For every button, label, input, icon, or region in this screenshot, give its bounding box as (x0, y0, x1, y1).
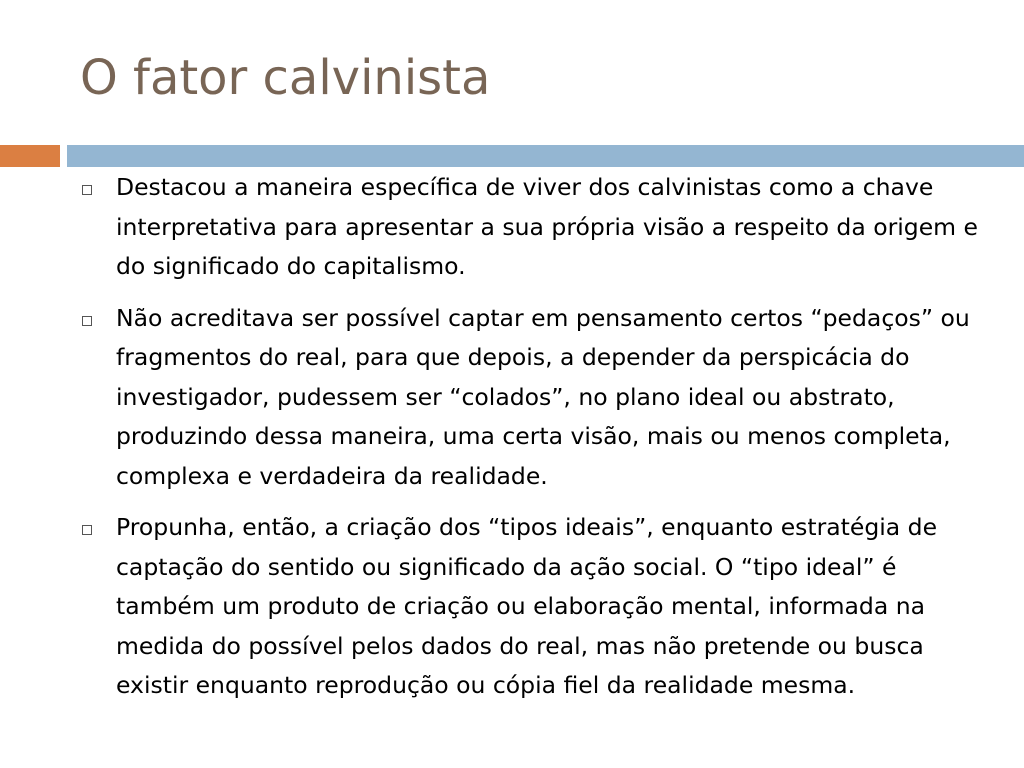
bullet-text: Destacou a maneira específica de viver dos calvinistas como a chave interpretativa para apresentar a sua própria visão a respeito da origem e do significado do capitalismo. (116, 173, 978, 280)
bullet-text: Não acreditava ser possível captar em pensamento certos “pedaços” ou fragmentos do real, para que depois, a depender da perspicácia do investigador, pudessem ser “colados”, no plano ideal ou abstrato, produzindo dessa maneira, uma certa visão, mais ou menos completa, complexa e verdadeira da realidade. (116, 303, 970, 490)
bullet-text: Propunha, então, a criação dos “tipos ideais”, enquanto estratégia de captação do sentido ou significado da ação social. O “tipo ideal” é também um produto de criação ou elaboração mental, informada na medida do possível pelos dados do real, mas não pretende ou busca existir enquanto reprodução ou cópia fiel da realidade mesma. (116, 513, 938, 699)
bullet-list (78, 168, 978, 718)
list-item (78, 299, 978, 497)
square-bullet-icon (82, 525, 92, 535)
accent-bar-orange (0, 145, 60, 167)
accent-bar-blue (67, 145, 1024, 167)
slide-title: O fator calvinista (80, 50, 491, 106)
square-bullet-icon (82, 185, 92, 195)
square-bullet-icon (82, 316, 92, 326)
list-item (78, 508, 978, 706)
list-item (78, 168, 978, 287)
